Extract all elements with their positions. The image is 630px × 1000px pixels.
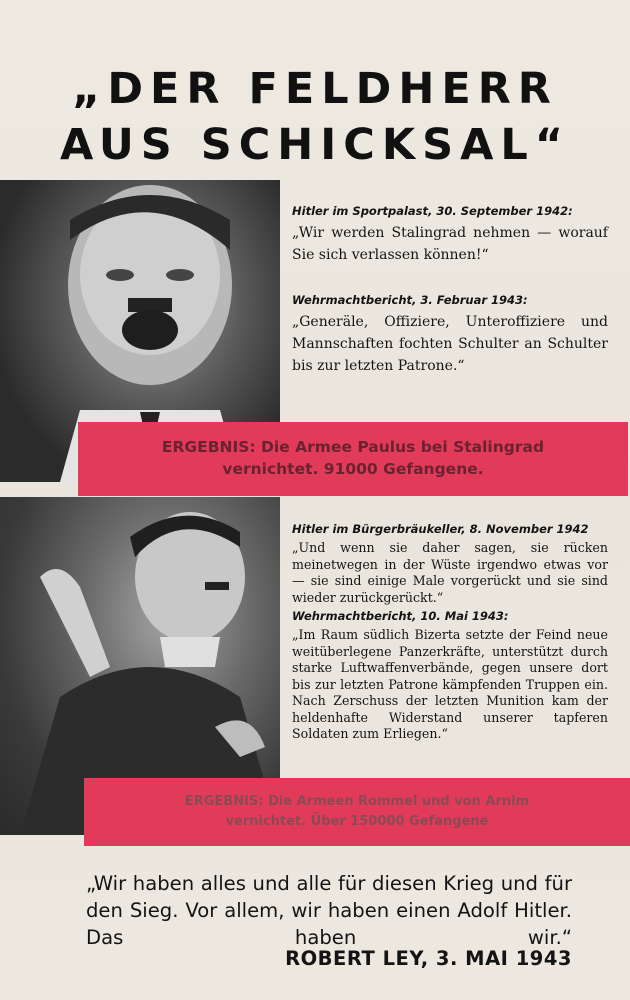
quote-text: „Und wenn sie daher sagen, sie rücken meinetwegen in der Wüste irgendwo etwas vor — sie sind einige Male vorgerückt und sie sind wieder zurückgerückt.“ [292, 540, 608, 605]
headline-line-1: „DER FELDHERR [72, 64, 558, 114]
quote-buergerbraeukeller [292, 522, 608, 606]
banner-line: ERGEBNIS: Die Armee Paulus bei Stalingrad [161, 438, 545, 456]
result-banner-africa [84, 778, 630, 846]
quote-source: Wehrmachtbericht, 3. Februar 1943: [292, 293, 528, 307]
headline-line-2: AUS SCHICKSAL“ [59, 120, 571, 170]
quote-text: „Im Raum südlich Bizerta setzte der Feind neue weitüberlegene Panzerkräfte, unterstützt durch starke Luftwaffenverbände, gegen unsere dort bis zur letzten Patrone kämpfenden Truppen ein. Nach Zerschuss der letzten Munition kam der heldenhafte Widerstand unserer tapferen Soldaten zum Erliegen.“ [292, 627, 608, 741]
quote-source: Wehrmachtbericht, 10. Mai 1943: [292, 609, 509, 623]
banner-line: vernichtet. Über 150000 Gefangene [225, 814, 489, 829]
result-banner-stalingrad [78, 422, 628, 496]
banner-line: vernichtet. 91000 Gefangene. [222, 460, 484, 478]
quote-wehrmachtbericht-may [292, 609, 608, 743]
quote-text: „Wir werden Stalingrad nehmen — worauf Sie sich verlassen können!“ [292, 225, 608, 263]
banner-line: ERGEBNIS: Die Armeen Rommel und von Arnim [184, 794, 530, 809]
closing-quote: „Wir haben alles und alle für diesen Krieg und für den Sieg. Vor allem, wir haben einen Adolf Hitler. Das haben wir.“ [86, 872, 572, 949]
closing-signature: ROBERT LEY, 3. MAI 1943 [285, 947, 572, 970]
quote-wehrmachtbericht-feb [292, 293, 608, 377]
quote-sportpalast [292, 204, 608, 266]
quote-source: Hitler im Bürgerbräukeller, 8. November 1942 [292, 522, 589, 536]
quote-text: „Generäle, Offiziere, Unteroffiziere und Mannschaften fochten Schulter an Schulter bis zur letzten Patrone.“ [292, 314, 608, 374]
quote-source: Hitler im Sportpalast, 30. September 1942: [292, 204, 573, 218]
